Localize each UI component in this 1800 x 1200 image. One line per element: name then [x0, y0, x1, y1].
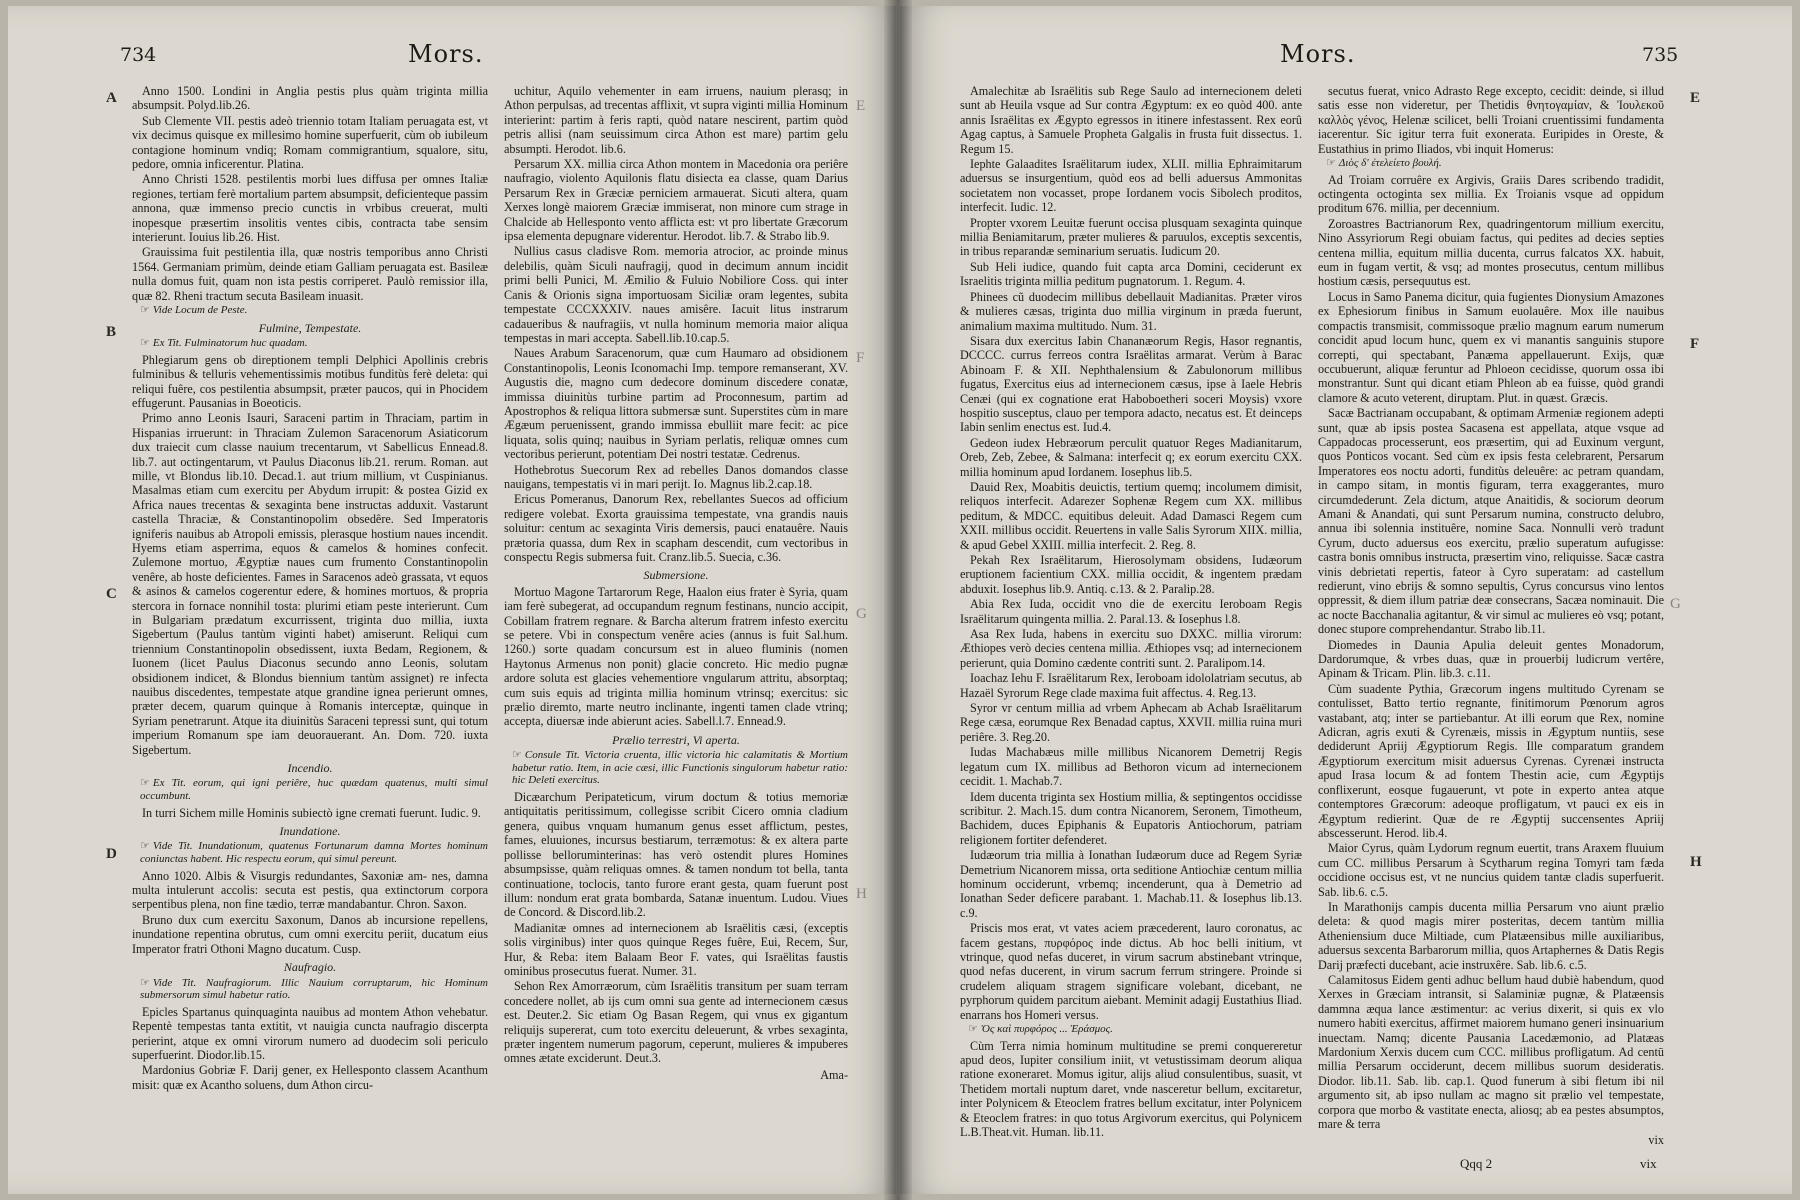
paragraph: Calamitosus Eidem genti adhuc bellum haud dubiè habendum, quod Xerxes in Græciam intransit, si Salaminiæ pugnæ, & Platæensis dammna æqua lance æstimentur: ac verius dixerit, si quis ex vlo numero habiti exercitus, affirmet maiorem humano generi insinuarium inuectam. Namq; dicente Pausania Lacedæmonio, ad Platæas Mardonium Xerxis ducem cum CCC. millibus profligatum. Ad centū millia Persarum occiderunt, decem millibus suorum desideratis. Diodor. lib.11. Sab. lib. cap.1. Quod funerum à sibi fletum ibi nil argumento sit, ab ipso nullam ac magno sit prælio vel tempestate, corpora que morbo & vastitate enecta, aliosq; ab ea pestes absumptos, mare & terra [1318, 972, 1664, 1132]
paragraph: Abia Rex Iuda, occidit vno die de exercitu Ieroboam Regis Israëlitarum quingenta millia. 2. Paral.13. & Iosephus l.8. [960, 597, 1302, 626]
text-column [132, 84, 488, 1169]
paragraph: Iudæorum tria millia à Ionathan Iudæorum duce ad Regem Syriæ Demetrium Nicanorem missa, orta seditione Antiochiæ centum millia hominum occiderunt, vrbemq; incenderunt, qua à Demetrio ad Ionathan Seder deficere parabant. 1. Machab.11. & Iosephus lib.13. c.9. [960, 848, 1302, 920]
margin-letter: G [1670, 596, 1681, 612]
pointing-hand-icon: ☞ [140, 304, 150, 317]
section-heading: Incendio. [287, 761, 333, 776]
margin-letter: F [856, 350, 865, 366]
paragraph: Hothebrotus Suecorum Rex ad rebelles Danos domandos classe nauigans, tempestatis vi in mari perijt. Io. Magnus lib.2.cap.18. [504, 462, 848, 491]
pointing-hand-icon: ☞ [140, 840, 150, 853]
paragraph: Anno 1500. Londini in Anglia pestis plus quàm triginta millia absumpsit. Polyd.lib.26. [132, 84, 488, 113]
cross-reference [1318, 157, 1664, 170]
text-column [504, 84, 848, 1169]
running-head: Mors. [1280, 40, 1356, 68]
paragraph: Propter vxorem Leuitæ fuerunt occisa plusquam sexaginta quinque millia Beniamitarum, præter mulieres & paruulos, exceptis sexcentis, in tribus reparandæ seminarium seruatis. Iudicum 20. [960, 215, 1302, 259]
paragraph: Primo anno Leonis Isauri, Saraceni partim in Thraciam, partim in Hispanias irruerunt: in Thraciam Zulemon Saracenorum Asiaticorum dux traiecit cum classe nauium trecentarum, vt Sabellicus Ennead.8. lib.7. aut octingentarum, vt Paulus Diaconus lib.21. rerum. Roman. aut mille, vt Blondus lib.10. Decad.1. aut trium millium, vt Cuspinianus. Masalmas etiam cum exercitu per Abydum irrupit: & postea Gizid ex Africa naues trecentas & sexaginta bene instructas adduxit. Vastarunt castella Thraciæ, & Constantinopolim obsedêre. Sed Imperatoris igniferis nauibus ab Atropoli emissis, plerasque hostium naues incendit. Hyems etiam asperrima, equos & camelos & homines confecit. Zulemone mortuo, Ægyptiæ naues cum frumento Constantinopolin venêre, ab hoste deficientes. Fames in Saracenos adeò grassata, vt equos & asinos & camelos cogerentur edere, & homines mortuos, & propria stercora in fornace nonnihil tosta: plurimi etiam peste interierunt. Cum in Bulgariam prædatum excurrissent, triginta duo millia, iuxta Sigebertum (Paulus tantùm viginti habet) amiserunt. Reliqui cum triennium Constantinopolin obsedissent, iuxta Bedam, Regionem, & Iuonem (licet Paulus Diaconus secundo anno Leonis, solutam obsidionem indicet, & Blondus biennium tantùm assignet) re infecta nauibus discedentes, tempestate atque grandine ignea perierunt omnes, præter decem, quarum quinque à Romanis interceptæ, quinque in Syriam penetrarunt. Atque ita diuinitùs Saraceni tepressi sunt, qui totum imperium Romanum spe iam deuorauerant. An. Dom. 720. iuxta Sigebertum. [132, 411, 488, 757]
signature-mark: Qqq 2 [1460, 1156, 1493, 1171]
paragraph: Phinees cũ duodecim millibus debellauit Madianitas. Præter viros & mulieres cæsas, triginta duo millia virginum in præda fuerunt, animalium maxima multitudo. Num. 31. [960, 289, 1302, 333]
section-heading: Prælio terrestri, Vi aperta. [612, 732, 740, 747]
paragraph: Cùm Terra nimia hominum multitudine se premi conquereretur apud deos, Iupiter consilium iniit, vt vetustissimam deorum aliqua ratione exoneraret. Momus igitur, alijs aliud consulentibus, suasit, vt Thetidem mortali nuptum daret, vnde nasceretur bellum, excitaretur, inter Polynicem & Eteoclem fratres bellum excitatur, inter Polynicem & Eteoclem fratres: in quo totus Argivorum exercitus, qui Polynicem L.B.Theat.vit. Human. lib.11. [960, 1038, 1302, 1140]
paragraph: Madianitæ omnes ad internecionem ab Israëlitis cæsi, (exceptis solis virginibus) inter quos quinque Reges fuêre, Eui, Recem, Sur, Hur, & Reba: item Balaam Beor F. vates, qui Israëlitas faustis ominibus prosecutus fuerat. Numer. 31. [504, 920, 848, 978]
paragraph: Amalechitæ ab Israëlitis sub Rege Saulo ad internecionem deleti sunt ab Heuila vsque ad Sur contra Ægyptum: ex eo quòd 400. ante annis Israëlitas ex Ægypto egressos in itinere infestassent. Rex eorû Agag captus, à Samuele Propheta Galgalis in frusta fuit dissectus. 1. Regum 15. [960, 84, 1302, 156]
paragraph: In Marathonijs campis ducenta millia Persarum vno aiunt prælio deleta: & quod magis mirer posteritas, decem tantùm millia Atheniensium duce Miltiade, cum Platæensibus mille auxiliaribus, aduersus sexcenta Barbarorum millia, quos Artaphernes & Datis Regis Darij præfecti ducebant, acie instruxêre. Sab. lib.6. c.5. [1318, 899, 1664, 972]
cross-reference [132, 304, 488, 317]
running-head: Mors. [408, 40, 484, 68]
cross-reference-text: Ex Tit. Fulminatorum huc quadam. [152, 337, 308, 350]
cross-reference [504, 749, 848, 787]
margin-letter: H [856, 886, 867, 902]
pointing-hand-icon: ☞ [1326, 157, 1336, 170]
paragraph: Nullius casus cladisve Rom. memoria atrocior, ac proinde minus delebilis, quàm Siculi naufragij, quod in decimum annum incidit primi belli Punici, M. Æmilio & Fuluio Nobiliore Coss. qui inter Canis & Orionis signa importuosam Siciliæ oram legentes, subita tempestate CCCXXXIV. naues amisêre. Iacuit litus instrarum cadaueribus & naufragiis, vt nulla hominum memoria maior aliqua tempestas in mari accepta. Sabell.lib.10.cap.5. [504, 244, 848, 345]
paragraph: Zoroastres Bactrianorum Rex, quadringentorum millium exercitu, Nino Assyriorum Regi obuiam factus, qui pedites ad decies septies centena millia, equitum millia ducenta, currus falcatos XX. habuit, eum in fugam vertit, & vsq; ad montes prosecutus, centum millibus hostium cæsis, persequutus est. [1318, 216, 1664, 289]
paragraph: Ad Troiam corruêre ex Argivis, Graiis Dares scribendo tradidit, octingenta octoginta sex millia. Ex Troianis vsque ad oppidum proditum 676. millia, per decennium. [1318, 172, 1664, 216]
margin-letter: B [106, 324, 117, 340]
paragraph: Mardonius Gobriæ F. Darij gener, ex Hellesponto classem Acanthum misit: quæ ex Acantho soluens, dum Athon circu- [132, 1063, 488, 1092]
paragraph: uchitur, Aquilo vehementer in eam irruens, nauium plerasq; in Athon perpulsas, ad trecentas afflixit, vt supra viginti millia Hominum interierint: partim à feris rapti, quòd natare nescirent, partim quòd petris allisi (nam seuissimum circa Athon est mare) partim gelu absumpti. Herodot. lib.6. [504, 84, 848, 156]
paragraph: Cùm suadente Pythia, Græcorum ingens multitudo Cyrenam se contulisset, Batto tertio regnante, finitimorum Pœnorum agros vastabant, atq; inter se partiebantur. At illi eorum que Rex, nomine Adicran, agris exuti & Cyrenæis, missis in Ægyptum nuntiis, sese dediderunt Apriij Ægyptiorum Regis. Ille comparatum grandem Ægyptiorum exercitum misit aduersus Cyrenas. Cyrenæi instructa apud Irasa locum & ad fontem Thestin acie, cum Ægyptijs conflixerunt, eosque fugauerunt, vt pote in experto antea atque contemptores Græcorum: adeoque profligatum, vt pauci ex eis in Ægyptum redierint. Quæ de re Ægyptij succensentes Apriij abscesserunt. Herod. lib.4. [1318, 681, 1664, 840]
paragraph: Dicæarchum Peripateticum, virum doctum & totius memoriæ antiquitatis peritissimum, collegisse scribit Cicero omnia cladium genera, quibus vnquam humanum genus esset afflictum, pestes, fames, eluuiones, incursus bestiarum, terræmotus: & ex altera parte pollisse belloruminterinas: has verò ostendit plures Homines absumpsisse, quàm reliquas omnes. & tamen nondum tot bella, tanta continuatione, toclocis, tanto furore erant gesta, quam fuerunt post illum: nondum erat grata bombarda, Satanæ inuentum. Ludou. Viues de Concord. & Discord.lib.2. [504, 790, 848, 920]
catchword: Ama- [820, 1067, 848, 1082]
paragraph: Idem ducenta triginta sex Hostium millia, & septingentos occidisse scribitur. 2. Mach.15. dum contra Nicanorem, Seronem, Timotheum, Bachidem, duces Epiphanis & Eupatoris Antiochorum, patriam religionem fortiter defenderet. [960, 789, 1302, 847]
page-number: 735 [1642, 44, 1679, 66]
paragraph: Mortuo Magone Tartarorum Rege, Haalon eius frater è Syria, quam iam ferè subegerat, ad occupandum regnum festinans, nuncio accipit, Cobillam fratrem regnare. & Barcha alterum fratrem infesto exercitu se petere. Vbi in conspectum venêre acies (annus is fuit Sal.hum. 1260.) sorte quadam concursum est in alueo fluminis (nomen Haytonus Armenus non ponit) glacie concreto. Hic medio pugnæ ardore soluta est glacies vehementiore vngularum attritu, absorptaq; cum suis equis ad triginta millia hominum vtrinsq; exercitus: sic prælio diremto, marte neutro inclinante, ingenti tamen clade vtrinq; accepta, diuersæ inde abierunt acies. Sabell.l.7. Ennead.9. [504, 584, 848, 729]
paragraph: Persarum XX. millia circa Athon montem in Macedonia ora periêre naufragio, violento Aquilonis flatu disiecta ea classe, quam Darius Persarum Rex in Græciæ perniciem armauerat. Sicuti altera, quam Xerxes longè maiorem Græciæ immiserat, non minore cum strage in Chalcide ab Hellesponto vento afflicta est: vt pro libertate Græcorum ipsa elementa depugnare viderentur. Herodot. lib.7. & Strabo lib.9. [504, 157, 848, 244]
paragraph: Anno Christi 1528. pestilentis morbi lues diffusa per omnes Italiæ regiones, tertiam ferè mortalium partem absumpsit, deficienteque passim annona, quæ immenso precio cunctis in vrbibus creuerat, multi inopesque præsertim insolitis ventes cibis, contracta tabe sensim interierunt. Iouius lib.26. Hist. [132, 172, 488, 245]
pointing-hand-icon: ☞ [968, 1023, 978, 1035]
cross-reference [132, 777, 488, 802]
paragraph: Pekah Rex Israëlitarum, Hierosolymam obsidens, Iudæorum eruptionem facientium CXX. millia occidit, & ingentem prædam abduxit. Iosephus lib.9. Antiq. c.13. & 2. Paralip.28. [960, 553, 1302, 596]
margin-letter: G [856, 606, 867, 622]
catchword: vix [1648, 1133, 1664, 1148]
paragraph: Iudas Machabæus mille millibus Nicanorem Demetrij Regis legatum cum IX. millibus ad Bethoron vicum ad internecionem cecidit. 1. Machab.7. [960, 745, 1302, 789]
paragraph: Iephte Galaadites Israëlitarum iudex, XLII. millia Ephraimitarum aduersus se insurgentium, quòd eos ad belli aduersus Ammonitas societatem non vocasset, prope Iordanem vocis Sibolech proditos, interfecit. Iudic. 12. [960, 157, 1302, 215]
paragraph: Gedeon iudex Hebræorum perculit quatuor Reges Madianitarum, Oreb, Zeb, Zebee, & Salmana: interfecit q; ex eorum exercitu CXX. millia hominum apud Iordanem. Iosephus lib.5. [960, 435, 1302, 479]
cross-reference [132, 840, 488, 865]
paragraph: Locus in Samo Panema dicitur, quia fugientes Dionysium Amazones ex Ephesiorum finibus in Samum euolauêre. Mox ille nauibus compactis transmisit, commissoque prælio magnum earum numerum concidit apud locum hunc, quem ex vi manantis sanguinis stupore correpti, qui spectabant, Panæma appellauerunt. Exijs, quæ occubuerunt, aliquæ feruntur ad Phloeon cecidisse, quorum ossa ibi monstrantur. Sunt qui dicant etiam Phleon ab ea fuisse, quòd grandi clamore & acuto veterent, diruptam. Plut. in quæst. Græcis. [1318, 289, 1664, 405]
paragraph: Ioachaz Iehu F. Israëlitarum Rex, Ieroboam idololatriam secutus, ab Hazaël Syrorum Rege clade maxima fuit affectus. 4. Reg.13. [960, 671, 1302, 700]
cross-reference-text: Vide Locum de Peste. [152, 304, 248, 317]
cross-reference-text: Vide Tit. Inundationum, quatenus Fortunarum damna Mortes hominum coniunctas habent. Hic respectu eorum, qui simul pereunt. [140, 840, 488, 866]
paragraph: Bruno dux cum exercitu Saxonum, Danos ab incursione repellens, inundatione repentina obrutus, cum omni exercitu periit, ducatum eius Imperator fratri Othoni Magno ducatum. Cusp. [132, 912, 488, 956]
margin-letter: E [856, 98, 866, 114]
section-heading: Submersione. [643, 568, 709, 583]
cross-reference-text: Vide Tit. Naufragiorum. Illic Nauium corruptarum, hic Hominum submersorum simul habetur ratio. [140, 976, 488, 1002]
section-heading: Fulmine, Tempestate. [258, 320, 362, 335]
catchword: vix [1640, 1156, 1657, 1171]
page-number: 734 [120, 44, 157, 66]
paragraph: In turri Sichem mille Hominis subiectò igne cremati fuerunt. Iudic. 9. [142, 805, 481, 820]
pointing-hand-icon: ☞ [140, 777, 150, 790]
paragraph: Grauissima fuit pestilentia illa, quæ nostris temporibus anno Christi 1564. Germaniam primùm, deinde etiam Galliam peruagata est. Basileæ nulla domus fuit, quam non ista pestis corriperet. Paulò remissior illa, quæ 82. Rheni tractum secuta Basileam inuasit. [132, 245, 488, 303]
margin-letter: C [106, 586, 117, 602]
paragraph: Epicles Spartanus quinquaginta nauibus ad montem Athon vehebatur. Repentè tempestas tanta extitit, vt nauigia cuncta naufragio discerpta perierint, atque ex omni virorum numero ad duodecim soli periculo superfuerint. Diodor.lib.15. [132, 1004, 488, 1062]
cross-reference-text: Consule Tit. Victoria cruenta, illic victoria hic calamitatis & Mortium habetur ratio. Item, in acie cæsi, illic Functionis singulorum habetur ratio: hic Deleti exercitus. [512, 749, 848, 787]
section-heading: Naufragio. [283, 960, 337, 975]
book-gutter [884, 0, 912, 1200]
margin-letter: F [1690, 336, 1700, 352]
text-column [960, 84, 1302, 1159]
margin-letter: H [1690, 854, 1702, 870]
paragraph: Sehon Rex Amorræorum, cùm Israëlitis transitum per suam terram concedere nollet, ab ijs cum omni sua gente ad internecionem cæsus est. Deuter.2. Sic etiam Og Basan Regem, qui vnus ex gigantum reliquijs supererat, cum toto exercitu deleuerunt, & vrbes sexaginta, præter ingentem numerum pagorum, ceperunt, mulieres & impuberes omnes ætate exciderunt. Deut.3. [504, 979, 848, 1066]
paragraph: Dauid Rex, Moabitis deuictis, tertium quemq; incolumem dimisit, reliquos interfecit. Adarezer Sophenæ Regem cum XX. millibus peditum, & MDCC. equitibus deleuit. Adad Damasci Regem cum XXII. millibus occidit. Reuertens in valle Salis Syrorum XIIX. millia, & apud Gebel XXIII. millia interfecit. 2. Reg. 8. [960, 479, 1302, 552]
paragraph: Sisara dux exercitus Iabin Chananæorum Regis, Hasor regnantis, DCCCC. currus ferreos contra Israëlitas armarat. Verùm à Barac Abinoam F. & XII. Nephthalensium & Zabulonorum millibus fugatus, Exercitus eius ad internecionem cæsus, ipse à Iaele Hebris Cenæi (qui ex cognatione erat Haboboetheri soceri Moysis) vxore hospitio susceptus, clauo per tempora adacto, necatus est. Et deinceps Iabin senlim enectus est. Iud.4. [960, 333, 1302, 435]
paragraph: Diomedes in Daunia Apulia deleuit gentes Monadorum, Dardorumque, & vrbes duas, quæ in prouerbij ludicrum vertêre, Apinam & Tricam. Plin. lib.3. c.11. [1318, 637, 1664, 681]
pointing-hand-icon: ☞ [512, 749, 522, 762]
paragraph: Phlegiarum gens ob direptionem templi Delphici Apollinis crebris fulminibus & telluris vehementissimis motibus funditùs ferè deleta: qui reliqui fuêre, cos pestilentia absumpsit, præter paucos, qui in Phocidem effugerunt. Pausanias in Boeoticis. [132, 352, 488, 410]
paragraph: secutus fuerat, vnico Adrasto Rege excepto, cecidit: deinde, si illud satis esse non videretur, per Thetidis θνητογαμίαν, & Ἰουλεκοῦ καλλὸς γένος, Helenæ scilicet, belli Troiani cruentissimi fundamenta iacerentur. Sic igitur terra fuit exonerata. Euripides in Oreste, & Eustathius in primo Iliados, vbi inquit Homerus: [1318, 84, 1664, 156]
paragraph: Anno 1020. Albis & Visurgis redundantes, Saxoniæ am- nes, damna multa intulerunt accolis: secuta est pestis, qua extinctorum corpora serpentibus plena, non fine tædio, terræ mandabantur. Chron. Saxon. [132, 868, 488, 912]
right-page [900, 6, 1792, 1194]
paragraph: Sacæ Bactrianam occupabant, & optimam Armeniæ regionem adepti sunt, quæ ab ipsis postea Sacasena est appellata, atque vsque ad Cappadocas processerunt, eos præsertim, qui ad Euxinum vergunt, quos Ponticos vocant. Sed cùm ex ipsis festa celebrarent, Persarum Imperatores eos noctu adorti, funditùs deleuêre: ac petram quandam, in campo sitam, in montis figuram, terra exaggerantes, muro circumdederunt. Zela dictum, atque Anaitidis, & sociorum deorum Amani & Anandati, qui sunt Persarum numina, constructo delubro, annua ibi solennia instituêre, nomine Saca. Nonnulli verò tradunt Cyrum, ducto aduersus eos exercitu, prælio superatum aufugisse: castra bonis omnibus instructa, præsertim vino, reliquisse. Sacæ castra vinis debrietati repertis, fateor à Cyro superatam: ad castellum redierunt, vino ebrijs & somno sepultis, Cyrus concursus vino lentos oppressit, & diem illum patriæ deæ consecrans, Sacæa nominauit. Die ac nocte Bacchanalia agitantur, & vir simul ac mulieres eò vsq; potant, donec stupore comprehendantur. Strabo lib.11. [1318, 406, 1664, 637]
paragraph: Asa Rex Iuda, habens in exercitu suo DXXC. millia virorum: Æthiopes verò decies centena millia. Æthiopes vsq; ad internecionem perierunt, quia Domino cædente contriti sunt. 2. Paralipom.14. [960, 627, 1302, 670]
pointing-hand-icon: ☞ [140, 976, 150, 989]
cross-reference-text: Ex Tit. eorum, qui igni periêre, huc quædam quatenus, multi simul occumbunt. [140, 777, 488, 803]
text-column [1318, 84, 1664, 1148]
paragraph: Syror vr centum millia ad vrbem Aphecam ab Achab Israëlitarum Rege cæsa, eorumque Rex Benadad captus, XXVII. millia ruina muri periêre. 3. Reg.20. [960, 701, 1302, 744]
paragraph: Ericus Pomeranus, Danorum Rex, rebellantes Suecos ad officium redigere volebat. Exorta grauissima tempestate, vna grandis nauis soluitur: centum ac sexaginta Viris demersis, pauci enatauêre. Nauis prætoria quassa, dum Rex in scapham descendit, cum vectoribus in conspectu Regis submersa fuit. Cranz.lib.5. Suecia, c.36. [504, 492, 848, 564]
cross-reference [132, 337, 488, 350]
paragraph: Priscis mos erat, vt vates aciem præcederent, lauro coronatus, ac facem gestans, πυρφόρος inde dictus. Ab hoc belli initium, vt vtrinque, quod nefas duceret, in virum sacrum abstinebant vtrinque, quod nefas ducerent, in virum sacrum ferrum stringere. Proinde si crudelem aliquam stragem significare volebant, dicebant, ne pyrphorum quidem parcitum aiebant. Meminit adagij Eustathius Iliad. enarrans hos Homeri versus. [960, 921, 1302, 1022]
cross-reference [960, 1023, 1302, 1036]
margin-letter: D [106, 846, 117, 862]
paragraph: Sub Heli iudice, quando fuit capta arca Domini, ceciderunt ex Israelitis triginta millia peditum pugnatorum. 1. Regum. 4. [960, 259, 1302, 289]
paragraph: Sub Clemente VII. pestis adeò triennio totam Italiam peruagata est, vt vix decimus quisque ex millesimo homine superfuerit, cùm ob iubileum contagione hominum vndiq; Romam commigrantium, squalore, situ, pedore, omnia inficerentur. Platina. [132, 113, 488, 172]
margin-letter: E [1690, 90, 1701, 106]
pointing-hand-icon: ☞ [140, 337, 150, 350]
paragraph: Maior Cyrus, quàm Lydorum regnum euertit, trans Araxem fluuium cum CC. millibus Persarum à Scytharum regina Tomyri tam fæda occidione occisus est, vt ne nuncius quidem tantæ cladis superfuerit. Sab. lib.6. c.5. [1318, 841, 1664, 899]
margin-letter: A [106, 90, 117, 106]
section-heading: Inundatione. [279, 824, 341, 839]
left-page [8, 6, 896, 1194]
paragraph: Naues Arabum Saracenorum, quæ cum Haumaro ad obsidionem Constantinopolis, Leonis Iconomachi Imp. tempore remanserant, XV. Augustis die, magno cum dedecore dominum discedere conatæ, immissa diuinitùs turbine partim ad Proconnesum, partim ad Apostrophos & reliqua littora submersæ sunt. Superstites cùm in mare Ægæum peruenissent, grando immissa ebulliit mare fecit: ac pice liquata, solis quinq; nauibus in Syriam perlatis, reliquæ omnes cum vectoribus perierunt, potentiam Dei nostri testatæ. Cedrenus. [504, 346, 848, 462]
cross-reference-text: Ὁς καὶ πυρφόρος ... Ἐράσμος. [980, 1023, 1113, 1035]
cross-reference-text: Διὸς δ' ἐτελείετο βουλή. [1338, 157, 1442, 170]
cross-reference [132, 977, 488, 1002]
